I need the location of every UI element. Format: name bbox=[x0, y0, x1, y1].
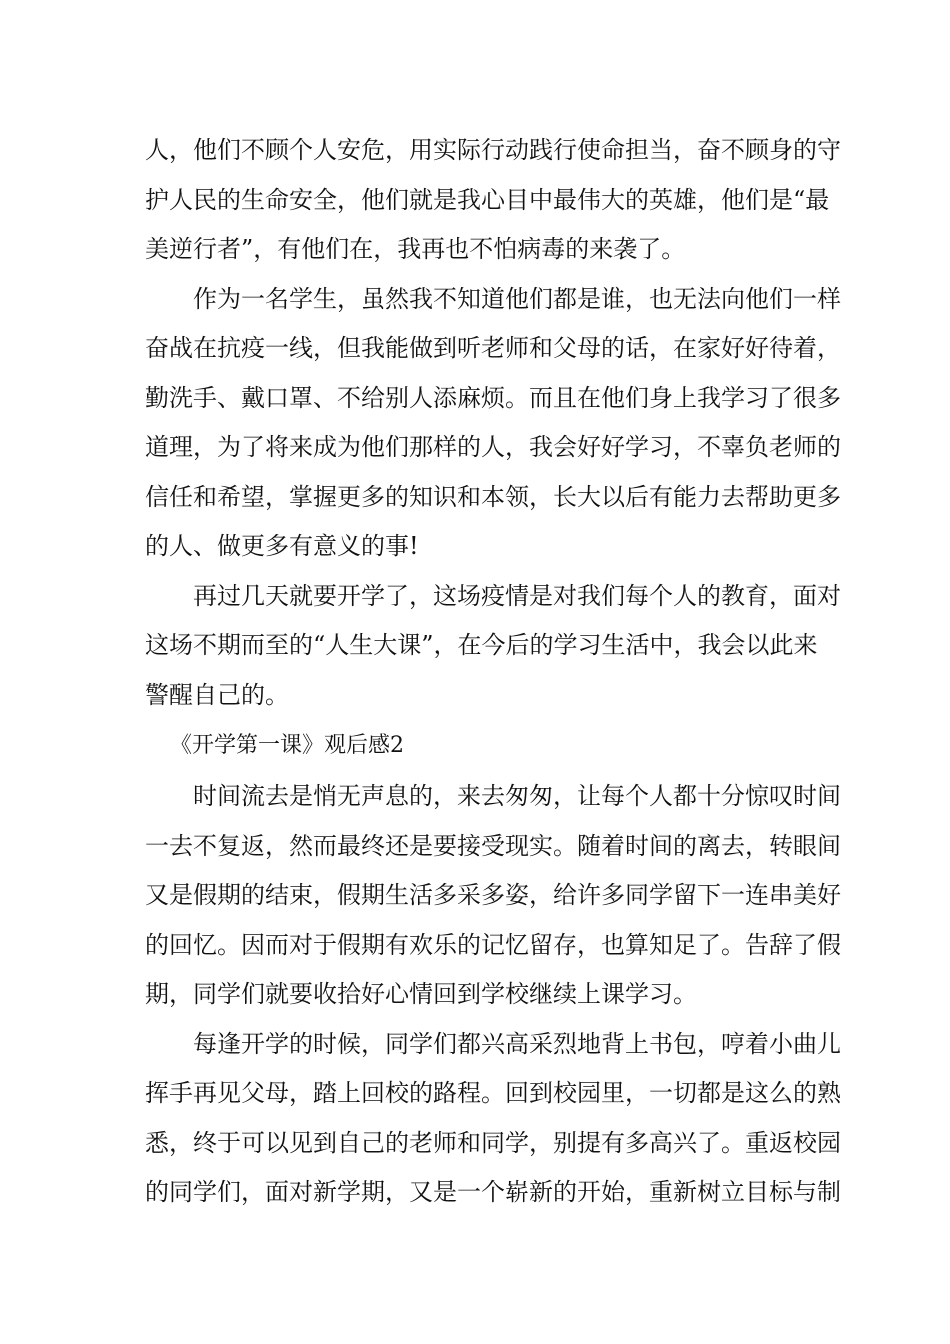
text-line: 又是假期的结束，假期生活多采多姿，给许多同学留下一连串美好 bbox=[145, 881, 841, 909]
text-line: 的回忆。因而对于假期有欢乐的记忆留存，也算知足了。告辞了假 bbox=[145, 931, 841, 959]
text-line: 护人民的生命安全，他们就是我心目中最伟大的英雄，他们是“最 bbox=[145, 186, 830, 214]
text-line: 的人、做更多有意义的事! bbox=[145, 532, 419, 560]
text-line: 勤洗手、戴口罩、不给别人添麻烦。而且在他们身上我学习了很多 bbox=[145, 384, 841, 412]
paragraph-first-line: 时间流去是悄无声息的，来去匆匆，让每个人都十分惊叹时间 bbox=[193, 782, 841, 810]
text-line: 信任和希望，掌握更多的知识和本领，长大以后有能力去帮助更多 bbox=[145, 483, 841, 511]
text-line: 悉，终于可以见到自己的老师和同学，别提有多高兴了。重返校园 bbox=[145, 1129, 841, 1157]
paragraph-first-line: 每逢开学的时候，同学们都兴高采烈地背上书包，哼着小曲儿 bbox=[193, 1030, 841, 1058]
text-line: 的同学们，面对新学期，又是一个崭新的开始，重新树立目标与制 bbox=[145, 1178, 841, 1206]
text-line: 警醒自己的。 bbox=[145, 681, 289, 709]
text-line: 人，他们不顾个人安危，用实际行动践行使命担当，奋不顾身的守 bbox=[145, 136, 841, 164]
text-line: 挥手再见父母，踏上回校的路程。回到校园里，一切都是这么的熟 bbox=[145, 1079, 841, 1107]
section-heading: 《开学第一课》观后感2 bbox=[170, 733, 404, 758]
text-line: 一去不复返，然而最终还是要接受现实。随着时间的离去，转眼间 bbox=[145, 832, 841, 860]
text-line: 期，同学们就要收拾好心情回到学校继续上课学习。 bbox=[145, 980, 697, 1008]
paragraph-first-line: 再过几天就要开学了，这场疫情是对我们每个人的教育，面对 bbox=[193, 582, 841, 610]
paragraph-first-line: 作为一名学生，虽然我不知道他们都是谁，也无法向他们一样 bbox=[193, 285, 841, 313]
text-line: 这场不期而至的“人生大课”，在今后的学习生活中，我会以此来 bbox=[145, 631, 818, 659]
text-line: 道理，为了将来成为他们那样的人，我会好好学习，不辜负老师的 bbox=[145, 433, 841, 461]
text-line: 奋战在抗疫一线，但我能做到听老师和父母的话，在家好好待着， bbox=[145, 334, 841, 362]
text-line: 美逆行者”，有他们在，我再也不怕病毒的来袭了。 bbox=[145, 235, 686, 263]
